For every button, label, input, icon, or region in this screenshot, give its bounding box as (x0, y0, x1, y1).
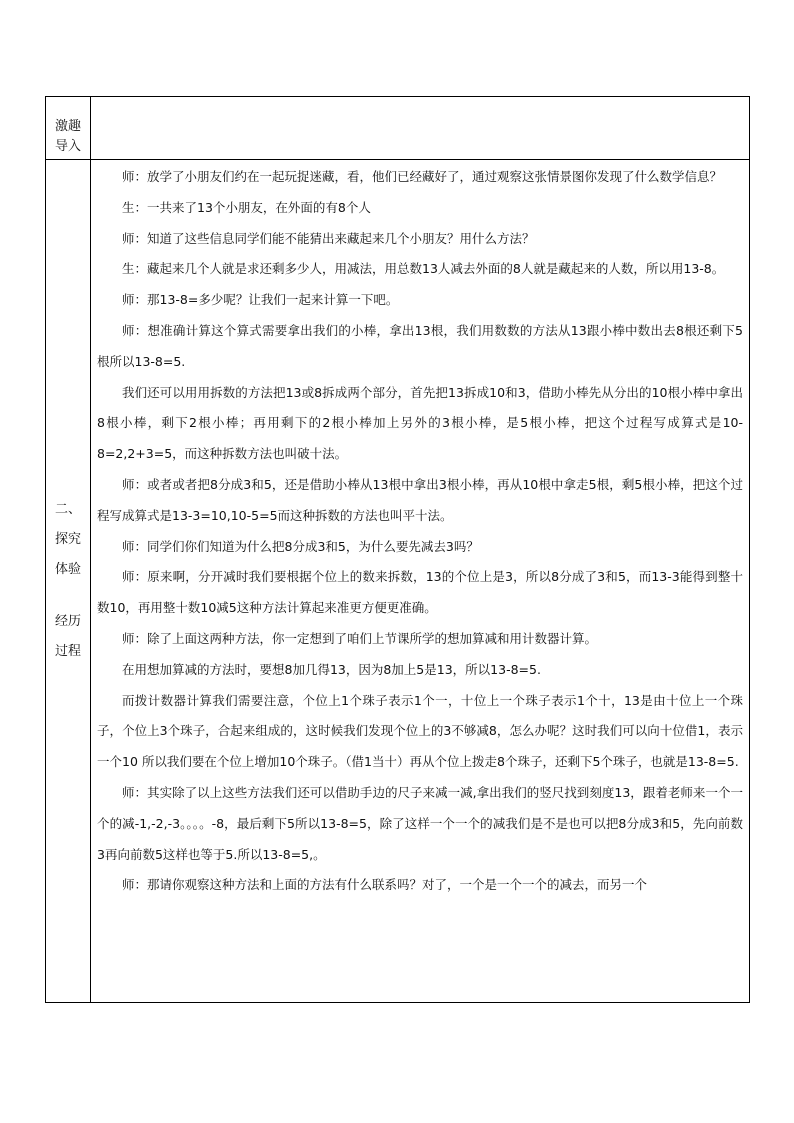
row-label-intro (46, 97, 91, 160)
label-line: 探究 (54, 532, 81, 547)
paragraph: 师：知道了这些信息同学们能不能猜出来藏起来几个小朋友？用什么方法？ (122, 230, 535, 246)
lesson-plan-table (45, 96, 750, 1003)
paragraph: 在用想加算减的方法时，要想8加几得13，因为8加上5是13，所以13-8=5. (122, 661, 541, 677)
paragraph: 而拨计数器计算我们需要注意，个位上1个珠子表示1个一，十位上一个珠子表示1个十，13是由十位上一个珠子，个位上3个珠子，合起来组成的，这时候我们发现个位上的3不够减8，怎么办呢？这时我们可以向十位借1，表示一个10 所以我们要在个位上增加10个珠子。（借1当十）再从个位上拨走8个珠子，还剩下5个珠子，也就是13-8=5. (97, 692, 743, 770)
process-content-cell (91, 160, 750, 1003)
label-line: 经历 (54, 614, 81, 629)
label-line: 导入 (54, 139, 81, 154)
label-line: 过程 (54, 644, 81, 659)
label-line: 体验 (54, 562, 81, 577)
label-line: 激趣 (54, 119, 81, 134)
paragraph: 师：原来啊，分开减时我们要根据个位上的数来拆数，13的个位上是3，所以8分成了3和5，而13-3能得到整十数10，再用整十数10减5这种方法计算起来准更方便更准确。 (97, 569, 743, 616)
paragraph: 师：那请你观察这种方法和上面的方法有什么联系吗？对了，一个是一个一个的减去，而另一个 (122, 877, 648, 893)
intro-content-cell (91, 97, 750, 160)
paragraph: 师：放学了小朋友们约在一起玩捉迷藏，看，他们已经藏好了，通过观察这张情景图你发现了什么数学信息？ (122, 169, 723, 184)
paragraph: 师：同学们你们知道为什么把8分成3和5，为什么要先减去3吗？ (122, 538, 479, 554)
paragraph: 师：其实除了以上这些方法我们还可以借助手边的尺子来减一减,拿出我们的竖尺找到刻度13，跟着老师来一个一个的减-1,-2,-3。。。。-8，最后剩下5所以13-8=5，除了这样一个一个的减我们是不是也可以把8分成3和5，先向前数3再向前数5这样也等于5.所以13-8=5,。 (97, 784, 743, 862)
table-row-intro (46, 97, 750, 160)
table-row-process (46, 160, 750, 1003)
label-line: 二、 (54, 502, 81, 517)
row-label-process (46, 160, 91, 1003)
paragraph: 生：藏起来几个人就是求还剩多少人，用减法，用总数13人减去外面的8人就是藏起来的人数，所以用13-8。 (122, 261, 725, 277)
paragraph: 我们还可以用用拆数的方法把13或8拆成两个部分，首先把13拆成10和3，借助小棒先从分出的10根小棒中拿出8根小棒，剩下2根小棒；再用剩下的2根小棒加上另外的3根小棒，是5根小棒，把这个过程写成算式是10-8=2,2+3=5，而这种拆数方法也叫破十法。 (97, 384, 743, 462)
paragraph: 师：想准确计算这个算式需要拿出我们的小棒，拿出13根，我们用数数的方法从13跟小棒中数出去8根还剩下5根所以13-8=5. (97, 322, 743, 369)
paragraph: 生：一共来了13个小朋友，在外面的有8个人 (122, 199, 371, 215)
paragraph: 师：那13-8=多少呢？让我们一起来计算一下吧。 (122, 292, 399, 308)
paragraph: 师：除了上面这两种方法，你一定想到了咱们上节课所学的想加算减和用计数器计算。 (122, 630, 598, 646)
paragraph: 师：或者或者把8分成3和5，还是借助小棒从13根中拿出3根小棒，再从10根中拿走5根，剩5根小棒，把这个过程写成算式是13-3=10,10-5=5而这种拆数的方法也叫平十法。 (97, 476, 743, 523)
